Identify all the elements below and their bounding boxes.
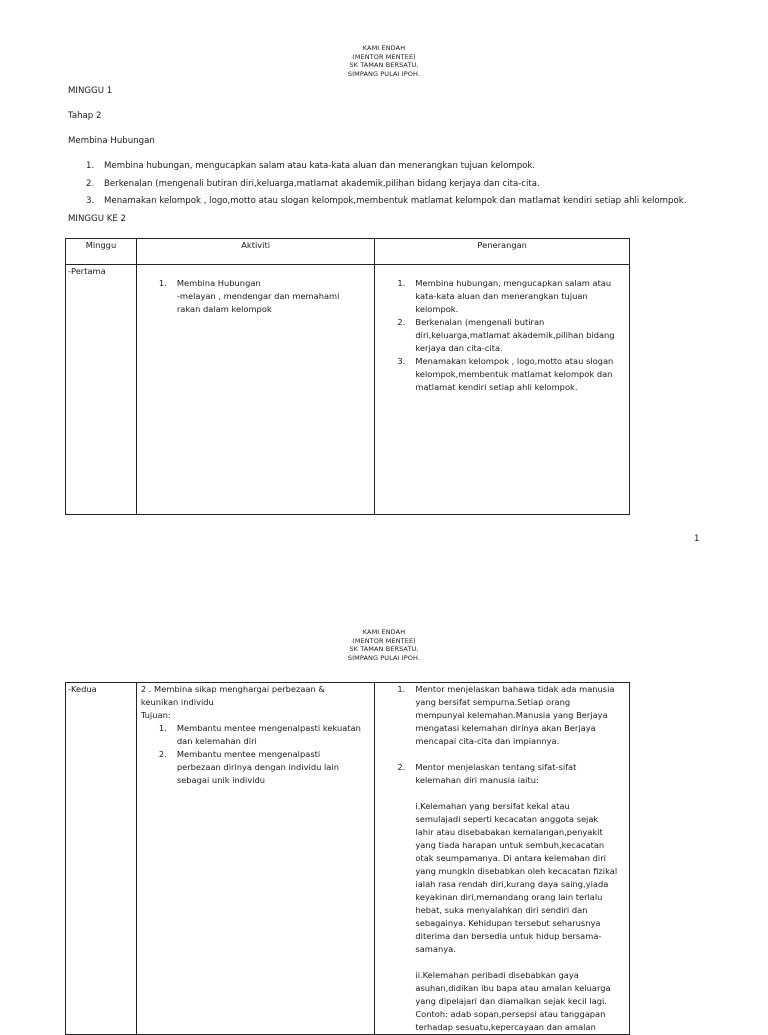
list-item: 3. Menamakan kelompok , logo,motto atau slogan kelompok,membentuk matlamat kelompok dan matlamat kendiri setiap ahli kelompok. [86, 196, 687, 206]
list-item: 1. Membantu mentee mengenalpasti kekuatan dan kelemahan diri [158, 723, 361, 746]
column-header-aktiviti: Aktiviti [136, 239, 374, 265]
list-item: 1. Membina hubungan, mengucapkan salam atau kata-kata aluan dan menerangkan tujuan kelompok. [86, 161, 536, 171]
tujuan-label: Tujuan: [140, 710, 171, 720]
header-school-name: SK TAMAN BERSATU, [349, 61, 419, 69]
header-school-motto: KAMI ENDAH [362, 44, 406, 52]
tahap-heading: Tahap 2 [68, 111, 102, 121]
topic-heading: Membina Hubungan [68, 136, 155, 146]
cell-minggu: -Kedua [66, 683, 137, 1035]
aktiviti-title: 2 . Membina sikap menghargai perbezaan & [140, 684, 325, 694]
tujuan-list [141, 722, 371, 787]
minggu-1-heading: MINGGU 1 [68, 86, 113, 96]
minggu-2-heading: MINGGU KE 2 [68, 214, 126, 224]
cell-aktiviti [136, 265, 374, 515]
header-school-motto: KAMI ENDAH [362, 628, 406, 636]
list-item: 3. Menamakan kelompok , logo,motto atau slogan kelompok,membentuk matlamat kelompok dan matlamat kendiri setiap ahli kelompok. [397, 356, 614, 392]
table-row [66, 683, 630, 1035]
paragraph-i: i.Kelemahan yang bersifat kekal atau semulajadi seperti kecacatan anggota sejak lahir atau disebabakan kemalangan,penyakit yang tiada harapan untuk sembuh,kecacatan otak seumpamanya. Di antara kelemahan diri yang mungkin disebabkan oleh kecacatan fizikal ialah rasa rendah diri,kurang daya saing,yiada keyakinan diri,memandang orang lain terlalu hebat, suka menyalahkan diri sendiri dan sebagainya. Kehidupan tersebut seharusnya diterima dan bersedia untuk hidup bersama- samanya. [415, 801, 618, 954]
column-header-minggu: Minggu [66, 239, 137, 265]
list-item: 2. Membantu mentee mengenalpasti perbezaan dirinya dengan individu lain sebagai unik individu [158, 749, 339, 785]
table-row [66, 265, 630, 515]
paragraph-ii: ii.Kelemahan peribadi disebabkan gaya asuhan,didikan ibu bapa atau amalan keluarga yang dipelajari dan diamalkan sejak kecil lagi. Contoh: adab sopan,persepsi atau tanggapan terhadap sesuatu,kepercayaan dan amalan [415, 970, 611, 1032]
column-header-penerangan: Penerangan [375, 239, 630, 265]
objectives-list [86, 158, 686, 211]
document-page-2 [0, 620, 768, 1032]
list-item: 2. Mentor menjelaskan tentang sifat-sifat kelemahan diri manusia iaitu: i.Kelemahan yang bersifat kekal atau semulajadi seperti kecacatan anggota sejak lahir atau disebabakan kemalangan,penyakit yang tiada harapan untuk sembuh,kecacatan otak seumpamanya. Di antara kelemahan diri yang mungkin disebabkan oleh kecacatan fizikal ialah rasa rendah diri,kurang daya saing,yiada keyakinan diri,memandang orang lain terlalu hebat, suka menyalahkan diri sendiri dan sebagainya. Kehidupan tersebut seharusnya diterima dan bersedia untuk hidup bersama- samanya. ii.Kelemahan peribadi disebabkan gaya asuhan,didikan ibu bapa atau amalan keluarga yang dipelajari dan diamalkan sejak kecil lagi. Contoh: adab sopan,persepsi atau tanggapan terhadap sesuatu,kepercayaan dan amalan [397, 761, 625, 1034]
page-header [0, 628, 768, 662]
list-item: 1. Mentor menjelaskan bahawa tidak ada manusia yang bersifat sempurna.Setiap orang mempunyai kelemahan.Manusia yang Berjaya mengatasi kelemahan dirinya akan Berjaya mencapai cita-cita dan impiannya. [397, 684, 615, 746]
list-item: 1. Membina Hubungan -melayan , mendengar dan memahami rakan dalam kelompok [158, 278, 340, 314]
header-address: SIMPANG PULAI IPOH. [347, 653, 421, 662]
header-program: (MENTOR MENTEE) [352, 52, 416, 61]
header-school-name: SK TAMAN BERSATU, [349, 645, 419, 653]
header-program: (MENTOR MENTEE) [352, 636, 416, 645]
list-item: 1. Membina hubungan, mengucapkan salam atau kata-kata aluan dan menerangkan tujuan kelompok. [397, 278, 612, 314]
cell-minggu: -Pertama [66, 265, 137, 515]
page-number: 1 [694, 534, 700, 544]
cell-penerangan [375, 265, 630, 515]
list-item: 2. Berkenalan (mengenali butiran diri,keluarga,matlamat akademik,pilihan bidang kerjaya dan cita-cita. [397, 317, 615, 353]
header-address: SIMPANG PULAI IPOH. [347, 69, 421, 78]
activity-table-2 [65, 682, 630, 1035]
cell-aktiviti: 2 . Membina sikap menghargai perbezaan & keunikan individu Tujuan: 1. Membantu mentee mengenalpasti kekuatan dan kelemahan diri 2. Membantu mentee mengenalpasti perbezaan dirinya dengan individu lain sebagai unik individu [136, 683, 375, 1035]
list-item: 2. Berkenalan (mengenali butiran diri,keluarga,matlamat akademik,pilihan bidang kerjaya dan cita-cita. [86, 178, 540, 189]
cell-penerangan [375, 683, 630, 1035]
page-header [0, 44, 768, 78]
table-header-row [66, 239, 630, 265]
activity-table-1 [65, 238, 630, 515]
